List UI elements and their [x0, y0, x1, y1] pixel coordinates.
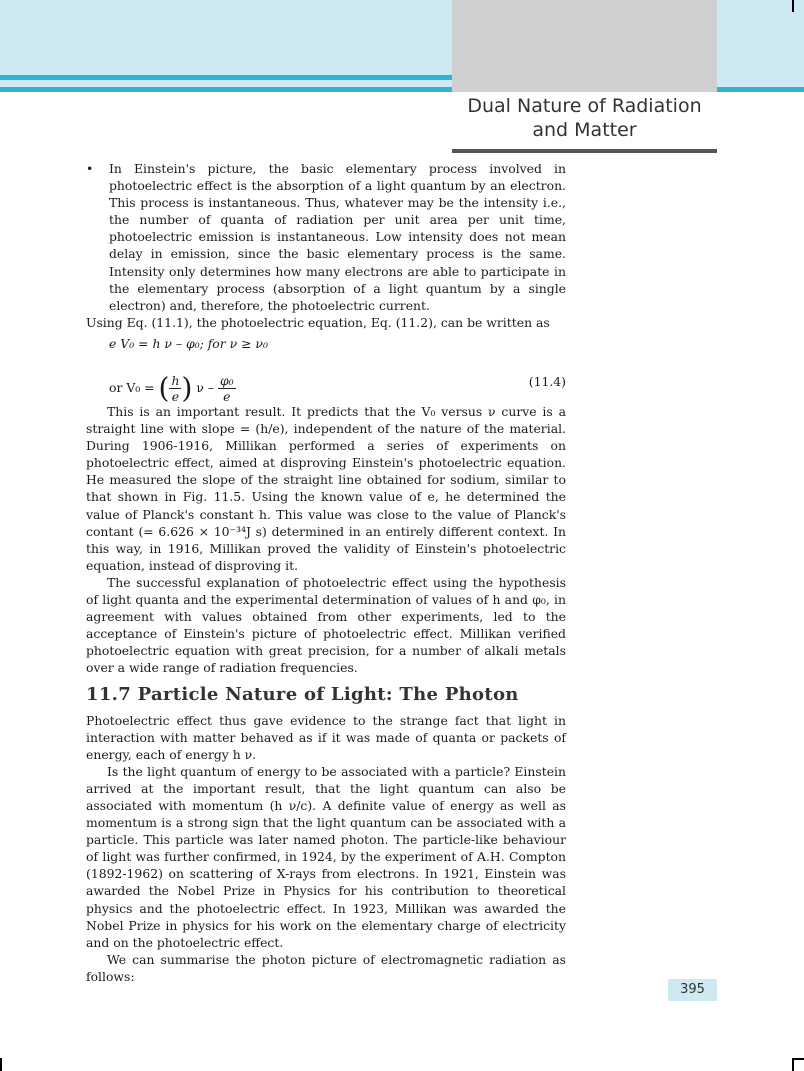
- equation-expression: [109, 373, 236, 404]
- fraction-phi-over-e: [218, 373, 236, 404]
- section-number: 11.7: [86, 684, 132, 706]
- intro-equation-text: Using Eq. (11.1), the photoelectric equation, Eq. (11.2), can be written as: [86, 314, 550, 330]
- chapter-title-underline: [452, 149, 717, 153]
- page-number: 395: [668, 979, 717, 1001]
- fraction-numerator: h: [171, 372, 180, 388]
- equation-number: (11.4): [528, 373, 566, 389]
- paragraph-3: Photoelectric effect thus gave evidence to the strange fact that light in interaction with matter behaved as if it was made of quanta or packets of energy, each of energy h ν.: [86, 712, 566, 762]
- paren-open: (: [158, 371, 170, 405]
- equation-prefix: or V₀ =: [109, 379, 155, 395]
- chapter-title-line2: and Matter: [532, 119, 637, 141]
- bullet-dot-icon: •: [86, 161, 94, 176]
- bullet-item: [86, 160, 566, 314]
- crop-mark-right-h: [792, 1058, 804, 1060]
- paren-close: ): [181, 371, 193, 405]
- paragraph-4: Is the light quantum of energy to be associated with a particle? Einstein arrived at the important result, that the light quantum can also be associated with momentum (h ν/c). A definite value of energy as well as momentum is a strong sign that the light quantum can be associated with a particle. This particle was later named photon. The particle-like behaviour of light was further confirmed, in 1924, by the experiment of A.H. Compton (1892-1962) on scattering of X-rays from electrons. In 1921, Einstein was awarded the Nobel Prize in Physics for his contribution to theoretical physics and the photoelectric effect. In 1923, Millikan was awarded the Nobel Prize in physics for his work on the elementary charge of electricity and on the photoelectric effect.: [86, 763, 566, 950]
- section-heading: [86, 684, 566, 706]
- section-title: Particle Nature of Light: The Photon: [137, 684, 519, 706]
- chapter-title: [452, 94, 717, 142]
- chapter-title-line1: Dual Nature of Radiation: [467, 95, 702, 117]
- fraction-h-over-e: [169, 373, 181, 404]
- equation-1: e V₀ = h ν – φ₀; for ν ≥ ν₀: [109, 335, 268, 351]
- paragraph-5: We can summarise the photon picture of electromagnetic radiation as follows:: [86, 951, 566, 984]
- paragraph-2: The successful explanation of photoelectric effect using the hypothesis of light quanta and the experimental determination of values of h and φ₀, in agreement with values obtained from other experiments, led to the acceptance of Einstein's picture of photoelectric effect. Millikan verified photoelectric equation with great precision, for a number of alkali metals over a wide range of radiation frequencies.: [86, 574, 566, 676]
- fraction-denominator: e: [171, 388, 180, 404]
- bullet-text: In Einstein's picture, the basic elementary process involved in photoelectric effect is the absorption of a light quantum by an electron. This process is instantaneous. Thus, whatever may be the intensity i.e., the number of quanta of radiation per unit area per unit time, photoelectric emission is instantaneous. Low intensity does not mean delay in emission, since the basic elementary process is the same. Intensity only determines how many electrons are able to participate in the elementary process (absorption of a light quantum by a single electron) and, therefore, the photoelectric current.: [109, 161, 566, 313]
- fraction-numerator: φ₀: [219, 372, 234, 388]
- crop-mark-left: [0, 1058, 2, 1071]
- equation-middle: ν –: [196, 379, 214, 395]
- equation-11-4: [86, 361, 566, 403]
- crop-mark-top-right: [792, 0, 794, 12]
- page-content: [86, 160, 566, 985]
- fraction-denominator: e: [223, 388, 231, 404]
- paragraph-1: This is an important result. It predicts that the V₀ versus ν curve is a straight line with slope = (h/e), independent of the nature of the material. During 1906-1916, Millikan performed a series of experiments on photoelectric effect, aimed at disproving Einstein's photoelectric equation. He measured the slope of the straight line obtained for sodium, similar to that shown in Fig. 11.5. Using the known value of e, he determined the value of Planck's constant h. This value was close to the value of Planck's contant (= 6.626 × 10⁻³⁴J s) determined in an entirely different context. In this way, in 1916, Millikan proved the validity of Einstein's photoelectric equation, instead of disproving it.: [86, 403, 566, 573]
